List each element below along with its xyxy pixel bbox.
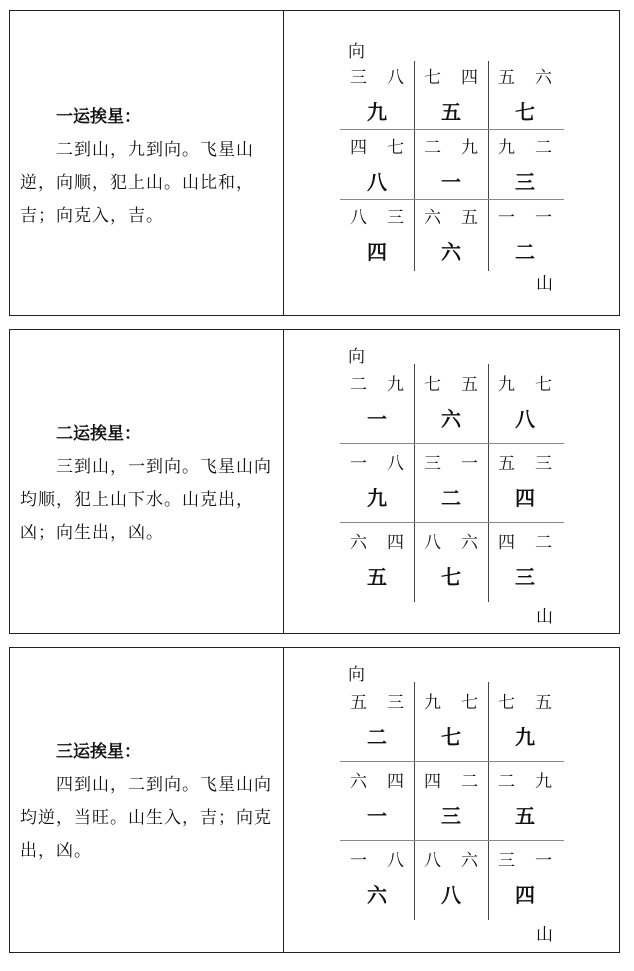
flying-star-grid	[340, 61, 564, 271]
period-star: 五	[367, 565, 387, 589]
description-block	[20, 418, 278, 550]
facing-star: 三	[387, 693, 404, 713]
facing-star: 二	[535, 138, 552, 158]
facing-star: 八	[387, 851, 404, 871]
mountain-star: 四	[350, 138, 367, 158]
grid-cell	[340, 65, 414, 127]
mountain-star: 三	[350, 68, 367, 88]
period-star: 九	[515, 725, 535, 749]
mountain-star: 七	[424, 375, 441, 395]
period-star: 四	[515, 486, 535, 510]
facing-star: 七	[387, 138, 404, 158]
mountain-star: 七	[498, 693, 515, 713]
mountain-star: 九	[498, 375, 515, 395]
grid-cell	[414, 372, 488, 434]
grid-cell	[488, 848, 562, 910]
period-star: 二	[441, 486, 461, 510]
panel-2	[9, 329, 620, 634]
period-star: 九	[367, 100, 387, 124]
period-description: 二到山，九到向。飞星山逆，向顺，犯上山。山比和，吉；向克入，吉。	[20, 140, 254, 226]
period-star: 二	[515, 240, 535, 264]
facing-star: 九	[535, 772, 552, 792]
panel-divider	[283, 11, 284, 315]
period-star: 六	[367, 883, 387, 907]
facing-star: 三	[535, 454, 552, 474]
mountain-star: 六	[424, 208, 441, 228]
period-heading: 一运挨星：	[56, 107, 141, 127]
facing-star: 四	[461, 68, 478, 88]
description-block	[20, 101, 278, 233]
grid-cell	[488, 65, 562, 127]
grid-cell	[414, 769, 488, 831]
panel-3	[9, 647, 620, 953]
facing-star: 三	[387, 208, 404, 228]
period-star: 八	[367, 170, 387, 194]
facing-star: 二	[461, 772, 478, 792]
period-star: 六	[441, 240, 461, 264]
xiang-label: 向	[348, 665, 365, 685]
facing-star: 一	[535, 208, 552, 228]
mountain-star: 五	[350, 693, 367, 713]
mountain-star: 二	[498, 772, 515, 792]
grid-line	[340, 761, 564, 762]
description-block	[20, 736, 278, 868]
period-star: 五	[441, 100, 461, 124]
mountain-star: 五	[498, 68, 515, 88]
grid-cell	[414, 65, 488, 127]
xiang-label: 向	[348, 347, 365, 367]
facing-star: 二	[535, 533, 552, 553]
period-star: 四	[367, 240, 387, 264]
period-heading: 三运挨星：	[56, 742, 141, 762]
facing-star: 七	[535, 375, 552, 395]
panel-divider	[283, 330, 284, 633]
mountain-star: 一	[498, 208, 515, 228]
period-star: 七	[515, 100, 535, 124]
facing-star: 一	[461, 454, 478, 474]
grid-cell	[414, 530, 488, 592]
facing-star: 九	[461, 138, 478, 158]
grid-line	[340, 129, 564, 130]
mountain-star: 一	[350, 851, 367, 871]
grid-cell	[340, 451, 414, 513]
period-star: 六	[441, 407, 461, 431]
mountain-star: 九	[498, 138, 515, 158]
facing-star: 六	[461, 851, 478, 871]
mountain-star: 六	[350, 772, 367, 792]
period-star: 三	[515, 170, 535, 194]
shan-label: 山	[536, 607, 553, 627]
mountain-star: 八	[350, 208, 367, 228]
period-star: 一	[441, 170, 461, 194]
mountain-star: 三	[424, 454, 441, 474]
panel-1	[9, 10, 620, 316]
grid-cell	[488, 451, 562, 513]
period-description: 四到山，二到向。飞星山向均逆，当旺。山生入，吉；向克出，凶。	[20, 775, 272, 861]
period-star: 一	[367, 804, 387, 828]
grid-line	[340, 199, 564, 200]
grid-cell	[414, 451, 488, 513]
facing-star: 八	[387, 68, 404, 88]
period-star: 七	[441, 565, 461, 589]
facing-star: 五	[535, 693, 552, 713]
period-star: 二	[367, 725, 387, 749]
facing-star: 六	[461, 533, 478, 553]
mountain-star: 八	[424, 533, 441, 553]
flying-star-grid	[340, 364, 564, 602]
grid-cell	[414, 848, 488, 910]
facing-star: 九	[387, 375, 404, 395]
grid-cell	[340, 135, 414, 197]
grid-cell	[340, 690, 414, 752]
mountain-star: 九	[424, 693, 441, 713]
mountain-star: 一	[350, 454, 367, 474]
grid-line	[340, 443, 564, 444]
facing-star: 五	[461, 375, 478, 395]
grid-cell	[488, 205, 562, 267]
grid-cell	[488, 135, 562, 197]
grid-cell	[414, 135, 488, 197]
grid-cell	[488, 372, 562, 434]
mountain-star: 二	[350, 375, 367, 395]
mountain-star: 四	[424, 772, 441, 792]
shan-label: 山	[536, 274, 553, 294]
xiang-label: 向	[348, 42, 365, 62]
grid-cell	[414, 690, 488, 752]
grid-cell	[340, 530, 414, 592]
period-star: 五	[515, 804, 535, 828]
facing-star: 四	[387, 772, 404, 792]
grid-cell	[340, 205, 414, 267]
shan-label: 山	[536, 925, 553, 945]
grid-line	[340, 522, 564, 523]
period-star: 一	[367, 407, 387, 431]
facing-star: 八	[387, 454, 404, 474]
facing-star: 五	[461, 208, 478, 228]
grid-cell	[488, 769, 562, 831]
period-description: 三到山，一到向。飞星山向均顺，犯上山下水。山克出，凶；向生出，凶。	[20, 457, 272, 543]
mountain-star: 四	[498, 533, 515, 553]
period-star: 四	[515, 883, 535, 907]
facing-star: 六	[535, 68, 552, 88]
grid-cell	[340, 372, 414, 434]
grid-line	[340, 840, 564, 841]
period-heading: 二运挨星：	[56, 424, 141, 444]
period-star: 八	[515, 407, 535, 431]
grid-cell	[488, 530, 562, 592]
mountain-star: 八	[424, 851, 441, 871]
period-star: 八	[441, 883, 461, 907]
flying-star-grid	[340, 682, 564, 920]
period-star: 九	[367, 486, 387, 510]
period-star: 三	[441, 804, 461, 828]
mountain-star: 七	[424, 68, 441, 88]
panel-divider	[283, 648, 284, 952]
grid-cell	[488, 690, 562, 752]
period-star: 七	[441, 725, 461, 749]
grid-cell	[414, 205, 488, 267]
grid-cell	[340, 848, 414, 910]
facing-star: 四	[387, 533, 404, 553]
grid-cell	[340, 769, 414, 831]
period-star: 三	[515, 565, 535, 589]
mountain-star: 六	[350, 533, 367, 553]
facing-star: 七	[461, 693, 478, 713]
mountain-star: 五	[498, 454, 515, 474]
mountain-star: 二	[424, 138, 441, 158]
facing-star: 一	[535, 851, 552, 871]
mountain-star: 三	[498, 851, 515, 871]
